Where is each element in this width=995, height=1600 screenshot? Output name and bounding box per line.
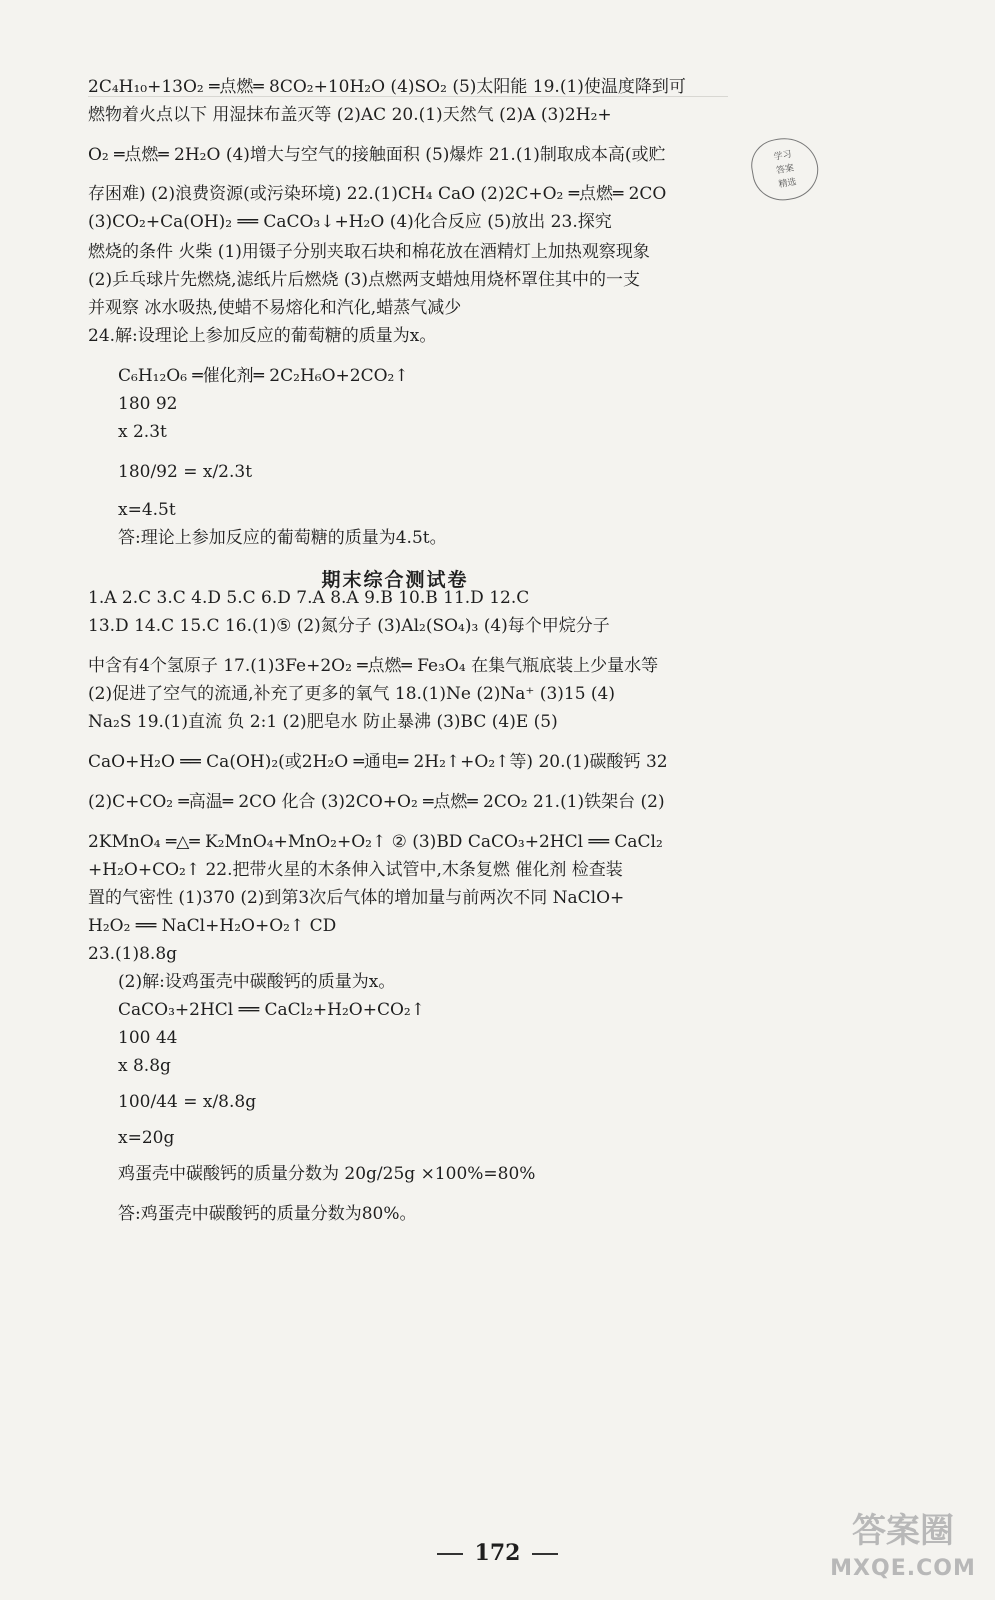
text-line: 23.(1)8.8g xyxy=(88,944,178,964)
text-line: (2)乒乓球片先燃烧,滤纸片后燃烧 (3)点燃两支蜡烛用烧杯罩住其中的一支 xyxy=(88,270,640,290)
calc-line: x 2.3t xyxy=(118,422,167,442)
text-line: 燃烧的条件 火柴 (1)用镊子分别夹取石块和棉花放在酒精灯上加热观察现象 xyxy=(88,242,650,262)
text-line: 13.D 14.C 15.C 16.(1)⑤ (2)氮分子 (3)Al₂(SO₄)₃ (4)每个甲烷分子 xyxy=(88,616,610,636)
calc-line: 100 44 xyxy=(118,1028,178,1048)
text-line: +H₂O+CO₂↑ 22.把带火星的木条伸入试管中,木条复燃 催化剂 检查装 xyxy=(88,860,623,880)
calc-line: 180/92 = x/2.3t xyxy=(118,462,253,482)
text-line: H₂O₂ ══ NaCl+H₂O+O₂↑ CD xyxy=(88,916,337,936)
calc-line: CaCO₃+2HCl ══ CaCl₂+H₂O+CO₂↑ xyxy=(118,1000,425,1020)
text-line: 并观察 冰水吸热,使蜡不易熔化和汽化,蜡蒸气减少 xyxy=(88,298,462,318)
text-line: 中含有4个氢原子 17.(1)3Fe+2O₂ ═点燃═ Fe₃O₄ 在集气瓶底装上少量水等 xyxy=(88,656,659,676)
page-number-text: 172 xyxy=(474,1540,521,1566)
stamp-mark xyxy=(747,133,823,206)
calc-line: x=20g xyxy=(118,1128,175,1148)
dash-left xyxy=(437,1553,463,1555)
section-title: 期末综合测试卷 xyxy=(321,569,469,591)
text-line: 存困难) (2)浪费资源(或污染环境) 22.(1)CH₄ CaO (2)2C+O₂ ═点燃═ 2CO xyxy=(88,184,667,204)
stamp-text: 学习 xyxy=(772,149,793,163)
calc-line: 100/44 = x/8.8g xyxy=(118,1092,257,1112)
watermark-url: MXQE.COM xyxy=(830,1556,976,1581)
text-line: 1.A 2.C 3.C 4.D 5.C 6.D 7.A 8.A 9.B 10.B 11.D 12.C xyxy=(88,588,530,608)
text-line: 燃物着火点以下 用湿抹布盖灭等 (2)AC 20.(1)天然气 (2)A (3)2H₂+ xyxy=(88,105,612,125)
calc-line: (2)解:设鸡蛋壳中碳酸钙的质量为x。 xyxy=(118,972,396,992)
calc-line: x 8.8g xyxy=(118,1056,171,1076)
stamp-text: 答案 xyxy=(775,163,795,177)
text-line: 24.解:设理论上参加反应的葡萄糖的质量为x。 xyxy=(88,326,437,346)
watermark-logo xyxy=(818,1508,988,1596)
text-line: (3)CO₂+Ca(OH)₂ ══ CaCO₃↓+H₂O (4)化合反应 (5)放出 23.探究 xyxy=(88,212,612,232)
calc-line: 答:理论上参加反应的葡萄糖的质量为4.5t。 xyxy=(118,528,447,548)
dash-right xyxy=(532,1553,558,1555)
text-line: (2)促进了空气的流通,补充了更多的氧气 18.(1)Ne (2)Na⁺ (3)15 (4) xyxy=(88,684,616,704)
text-line: 2KMnO₄ ═△═ K₂MnO₄+MnO₂+O₂↑ ② (3)BD CaCO₃+2HCl ══ CaCl₂ xyxy=(88,832,663,852)
text-line: O₂ ═点燃═ 2H₂O (4)增大与空气的接触面积 (5)爆炸 21.(1)制取成本高(或贮 xyxy=(88,145,666,165)
text-line: (2)C+CO₂ ═高温═ 2CO 化合 (3)2CO+O₂ ═点燃═ 2CO₂ 21.(1)铁架台 (2) xyxy=(88,792,665,812)
text-line: CaO+H₂O ══ Ca(OH)₂(或2H₂O ═通电═ 2H₂↑+O₂↑等) 20.(1)碳酸钙 32 xyxy=(88,752,668,772)
calc-line: 答:鸡蛋壳中碳酸钙的质量分数为80%。 xyxy=(118,1204,417,1224)
calc-line: C₆H₁₂O₆ ═催化剂═ 2C₂H₆O+2CO₂↑ xyxy=(118,366,409,386)
calc-line: 180 92 xyxy=(118,394,178,414)
calc-line: 鸡蛋壳中碳酸钙的质量分数为 20g/25g ×100%=80% xyxy=(118,1164,536,1184)
text-line: Na₂S 19.(1)直流 负 2:1 (2)肥皂水 防止暴沸 (3)BC (4)E (5) xyxy=(88,712,558,732)
watermark-title: 答案圈 xyxy=(852,1511,954,1551)
stamp-text: 精选 xyxy=(777,177,798,191)
text-line: 置的气密性 (1)370 (2)到第3次后气体的增加量与前两次不同 NaClO+ xyxy=(88,888,625,908)
text-line: 2C₄H₁₀+13O₂ ═点燃═ 8CO₂+10H₂O (4)SO₂ (5)太阳能 19.(1)使温度降到可 xyxy=(88,77,686,97)
calc-line: x=4.5t xyxy=(118,500,176,520)
